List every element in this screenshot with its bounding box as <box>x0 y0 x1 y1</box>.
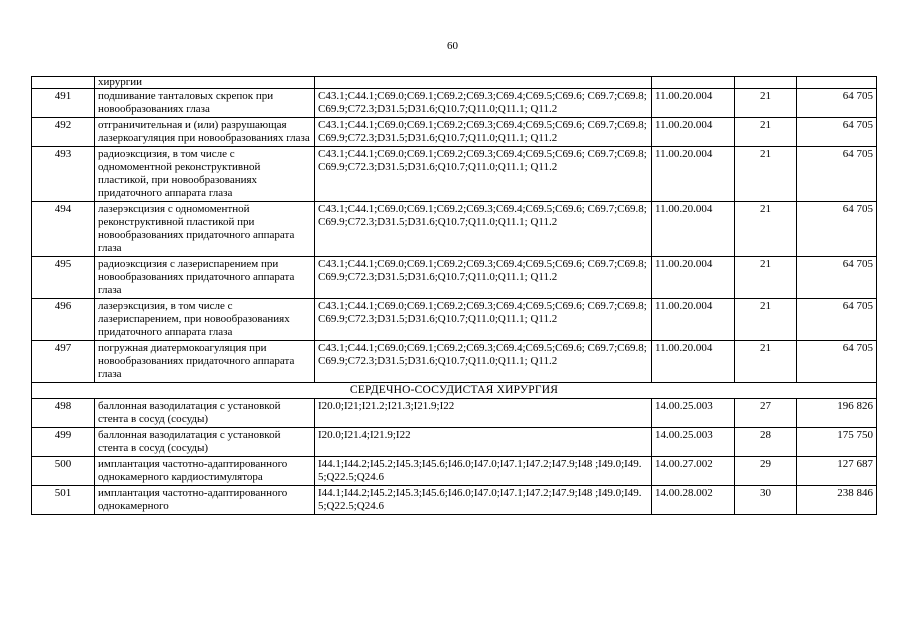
table-cell <box>652 77 735 89</box>
icd-codes: C43.1;C44.1;C69.0;C69.1;C69.2;C69.3;C69.4;C69.5;C69.6; C69.7;C69.8;C69.9;C72.3;D31.5;D31.6;Q10.7;Q11.0;Q11.1; Q11.2 <box>315 341 652 383</box>
section-title: СЕРДЕЧНО-СОСУДИСТАЯ ХИРУРГИЯ <box>32 383 877 399</box>
table-cell <box>797 77 877 89</box>
table-row <box>32 457 877 486</box>
icd-codes: C43.1;C44.1;C69.0;C69.1;C69.2;C69.3;C69.4;C69.5;C69.6; C69.7;C69.8;C69.9;C72.3;D31.5;D31.6;Q10.7;Q11.0;Q11.1; Q11.2 <box>315 299 652 341</box>
model-number: 30 <box>735 486 797 515</box>
group-code: 11.00.20.004 <box>652 118 735 147</box>
table-row <box>32 399 877 428</box>
cost-value: 175 750 <box>797 428 877 457</box>
cost-value: 64 705 <box>797 89 877 118</box>
cost-value: 64 705 <box>797 202 877 257</box>
table-cell <box>315 77 652 89</box>
group-code: 14.00.28.002 <box>652 486 735 515</box>
row-number: 492 <box>32 118 95 147</box>
row-number: 494 <box>32 202 95 257</box>
section-header-row <box>32 383 877 399</box>
table-row <box>32 89 877 118</box>
row-number: 493 <box>32 147 95 202</box>
procedure-name: отграничительная и (или) разрушающая лазеркоагуляция при новообразованиях глаза <box>95 118 315 147</box>
icd-codes: C43.1;C44.1;C69.0;C69.1;C69.2;C69.3;C69.4;C69.5;C69.6; C69.7;C69.8;C69.9;C72.3;D31.5;D31.6;Q10.7;Q11.0;Q11.1; Q11.2 <box>315 147 652 202</box>
row-number: 499 <box>32 428 95 457</box>
group-code: 14.00.25.003 <box>652 399 735 428</box>
row-number: 497 <box>32 341 95 383</box>
model-number: 29 <box>735 457 797 486</box>
continuation-text: хирургии <box>95 77 315 89</box>
procedure-name: подшивание танталовых скрепок при новообразованиях глаза <box>95 89 315 118</box>
group-code: 11.00.20.004 <box>652 202 735 257</box>
procedure-name: радиоэксцизия, в том числе с одномоментной реконструктивной пластикой, при новообразованиях придаточного аппарата глаза <box>95 147 315 202</box>
table-row <box>32 486 877 515</box>
model-number: 21 <box>735 147 797 202</box>
procedure-name: имплантация частотно-адаптированного однокамерного <box>95 486 315 515</box>
procedure-name: баллонная вазодилатация с установкой стента в сосуд (сосуды) <box>95 428 315 457</box>
procedure-name: лазерэксцизия с одномоментной реконструктивной пластикой при новообразованиях придаточного аппарата глаза <box>95 202 315 257</box>
table-row <box>32 257 877 299</box>
group-code: 14.00.25.003 <box>652 428 735 457</box>
table-row <box>32 202 877 257</box>
table-row <box>32 341 877 383</box>
group-code: 11.00.20.004 <box>652 341 735 383</box>
cost-value: 196 826 <box>797 399 877 428</box>
group-code: 14.00.27.002 <box>652 457 735 486</box>
model-number: 21 <box>735 341 797 383</box>
procedure-name: баллонная вазодилатация с установкой стента в сосуд (сосуды) <box>95 399 315 428</box>
cost-value: 127 687 <box>797 457 877 486</box>
icd-codes: I44.1;I44.2;I45.2;I45.3;I45.6;I46.0;I47.0;I47.1;I47.2;I47.9;I48 ;I49.0;I49.5;Q22.5;Q24.6 <box>315 457 652 486</box>
table-row <box>32 428 877 457</box>
table-cell <box>735 77 797 89</box>
row-number: 498 <box>32 399 95 428</box>
group-code: 11.00.20.004 <box>652 147 735 202</box>
row-number: 500 <box>32 457 95 486</box>
group-code: 11.00.20.004 <box>652 299 735 341</box>
model-number: 27 <box>735 399 797 428</box>
procedure-name: лазерэксцизия, в том числе с лазериспарением, при новообразованиях придаточного аппарата глаза <box>95 299 315 341</box>
table-cell <box>32 77 95 89</box>
icd-codes: I44.1;I44.2;I45.2;I45.3;I45.6;I46.0;I47.0;I47.1;I47.2;I47.9;I48 ;I49.0;I49.5;Q22.5;Q24.6 <box>315 486 652 515</box>
table-row <box>32 147 877 202</box>
group-code: 11.00.20.004 <box>652 257 735 299</box>
continuation-row <box>32 77 877 89</box>
icd-codes: C43.1;C44.1;C69.0;C69.1;C69.2;C69.3;C69.4;C69.5;C69.6; C69.7;C69.8;C69.9;C72.3;D31.5;D31.6;Q10.7;Q11.0;Q11.1; Q11.2 <box>315 89 652 118</box>
cost-value: 64 705 <box>797 147 877 202</box>
cost-value: 238 846 <box>797 486 877 515</box>
icd-codes: C43.1;C44.1;C69.0;C69.1;C69.2;C69.3;C69.4;C69.5;C69.6; C69.7;C69.8;C69.9;C72.3;D31.5;D31.6;Q10.7;Q11.0;Q11.1; Q11.2 <box>315 202 652 257</box>
icd-codes: I20.0;I21;I21.2;I21.3;I21.9;I22 <box>315 399 652 428</box>
row-number: 491 <box>32 89 95 118</box>
row-number: 495 <box>32 257 95 299</box>
group-code: 11.00.20.004 <box>652 89 735 118</box>
procedures-table <box>31 76 877 515</box>
row-number: 501 <box>32 486 95 515</box>
procedure-name: радиоэксцизия с лазериспарением при новообразованиях придаточного аппарата глаза <box>95 257 315 299</box>
cost-value: 64 705 <box>797 341 877 383</box>
icd-codes: C43.1;C44.1;C69.0;C69.1;C69.2;C69.3;C69.4;C69.5;C69.6; C69.7;C69.8;C69.9;C72.3;D31.5;D31.6;Q10.7;Q11.0;Q11.1; Q11.2 <box>315 257 652 299</box>
model-number: 21 <box>735 89 797 118</box>
model-number: 21 <box>735 299 797 341</box>
model-number: 21 <box>735 118 797 147</box>
cost-value: 64 705 <box>797 257 877 299</box>
table-body <box>32 77 877 515</box>
procedure-name: погружная диатермокоагуляция при новообразованиях придаточного аппарата глаза <box>95 341 315 383</box>
model-number: 21 <box>735 202 797 257</box>
icd-codes: I20.0;I21.4;I21.9;I22 <box>315 428 652 457</box>
page-number: 60 <box>447 40 458 52</box>
cost-value: 64 705 <box>797 299 877 341</box>
table-row <box>32 118 877 147</box>
model-number: 21 <box>735 257 797 299</box>
table-row <box>32 299 877 341</box>
cost-value: 64 705 <box>797 118 877 147</box>
procedure-name: имплантация частотно-адаптированного однокамерного кардиостимулятора <box>95 457 315 486</box>
row-number: 496 <box>32 299 95 341</box>
icd-codes: C43.1;C44.1;C69.0;C69.1;C69.2;C69.3;C69.4;C69.5;C69.6; C69.7;C69.8;C69.9;C72.3;D31.5;D31.6;Q10.7;Q11.0;Q11.1; Q11.2 <box>315 118 652 147</box>
model-number: 28 <box>735 428 797 457</box>
